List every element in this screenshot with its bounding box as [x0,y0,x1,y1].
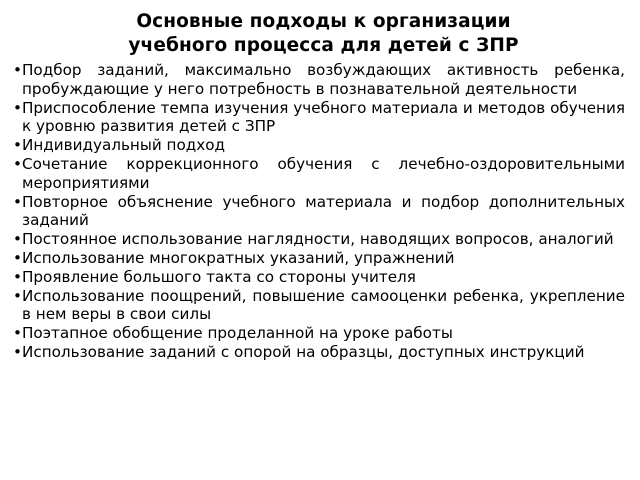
bullet-icon: • [13,154,22,173]
bullet-icon: • [13,61,22,79]
list-item-text: Повторное объяснение учебного материала и подбор дополнительных заданий [22,192,625,230]
list-item-text: Постоянное использование наглядности, наводящих вопросов, аналогий [22,230,614,249]
list-item [13,268,625,287]
list-item [13,287,625,325]
bullet-icon: • [13,248,22,267]
slide-title-line-1: Основные подходы к организации [136,11,511,32]
list-item [13,61,625,99]
list-item-text: Приспособление темпа изучения учебного материала и методов обучения к уровню развития детей с ЗПР [22,98,625,136]
list-item [13,99,625,137]
list-item-text: Поэтапное обобщение проделанной на уроке работы [22,324,453,343]
bullet-icon: • [13,230,22,249]
list-item [13,136,625,155]
bullet-icon: • [13,342,22,361]
list-item [13,155,625,193]
list-item-text: Использование заданий с опорой на образцы, доступных инструкций [22,342,585,361]
bullet-icon: • [13,324,22,343]
list-item [13,193,625,231]
list-item-text: Сочетание коррекционного обучения с лечебно-оздоровительными мероприятиями [22,154,625,192]
list-item-text: Использование многократных указаний, упражнений [22,248,455,267]
list-item-text: Использование поощрений, повышение самооценки ребенка, укрепление в нем веры в свои силы [22,286,625,324]
slide-title-line-2: учебного процесса для детей с ЗПР [128,35,519,56]
slide-title [22,10,625,58]
approaches-list [13,61,625,362]
list-item [13,249,625,268]
bullet-icon: • [13,286,22,305]
list-item-text: Индивидуальный подход [22,136,226,155]
bullet-icon: • [13,192,22,211]
bullet-icon: • [13,136,22,155]
bullet-icon: • [13,98,22,117]
list-item [13,343,625,362]
list-item-text: Подбор заданий, максимально возбуждающих активность ребенка, пробуждающие у него потребность в познавательной деятельности [22,61,625,98]
list-item [13,230,625,249]
list-item [13,324,625,343]
list-item-text: Проявление большого такта со стороны учителя [22,267,416,286]
bullet-icon: • [13,267,22,286]
